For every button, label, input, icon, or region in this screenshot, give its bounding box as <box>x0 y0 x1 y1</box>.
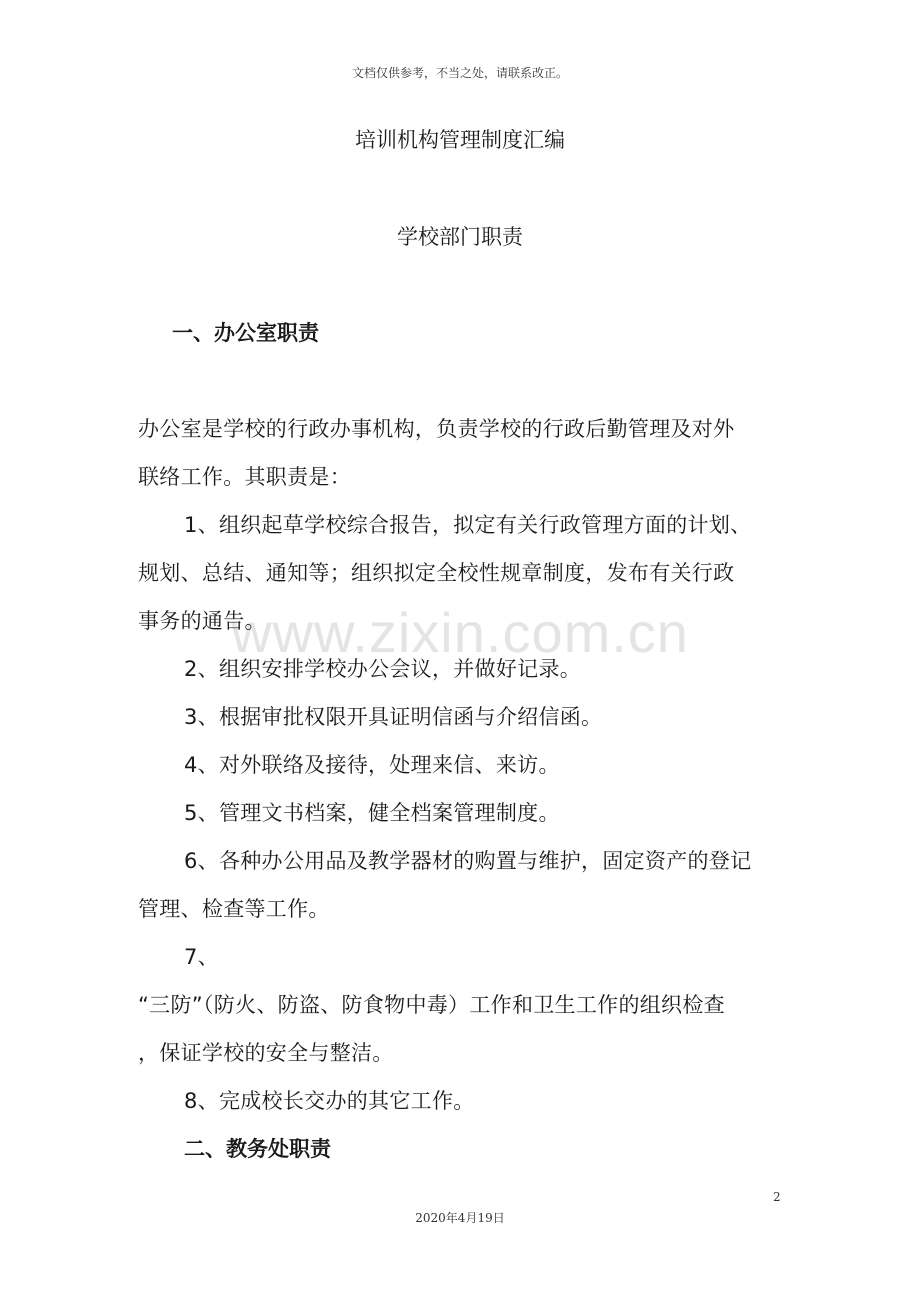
list-item-line: 4、对外联络及接待，处理来信、来访。 <box>184 753 560 777</box>
list-item-line: 管理、检查等工作。 <box>138 897 330 921</box>
list-item-line: 事务的通告。 <box>138 609 266 633</box>
list-item-line: 1、组织起草学校综合报告，拟定有关行政管理方面的计划、 <box>184 513 752 537</box>
footer-date: 2020年4月19日 <box>415 1211 505 1225</box>
page-number: 2 <box>773 1190 781 1204</box>
list-item-line: 3、根据审批权限开具证明信函与介绍信函。 <box>184 705 603 729</box>
list-item-line: 7、 <box>184 945 219 969</box>
list-item-line: ，保证学校的安全与整洁。 <box>138 1041 394 1065</box>
list-item-line: 2、组织安排学校办公会议，并做好记录。 <box>184 657 582 681</box>
list-item-line: 5、管理文书档案，健全档案管理制度。 <box>184 801 560 825</box>
section-heading-office: 一、办公室职责 <box>172 321 319 345</box>
document-title: 培训机构管理制度汇编 <box>355 128 565 152</box>
list-item-line: 6、各种办公用品及教学器材的购置与维护，固定资产的登记 <box>184 849 752 873</box>
list-item-line: 规划、总结、通知等；组织拟定全校性规章制度，发布有关行政 <box>138 561 735 585</box>
watermark: www.zixin.com.cn <box>231 601 689 664</box>
list-item-line: “三防”（防火、防盗、防食物中毒）工作和卫生工作的组织检查 <box>138 993 725 1017</box>
paragraph-line: 联络工作。其职责是： <box>138 465 351 489</box>
header-note: 文档仅供参考，不当之处，请联系改正。 <box>351 66 568 80</box>
list-item-line: 8、完成校长交办的其它工作。 <box>184 1089 475 1113</box>
section-heading-academic-affairs: 二、教务处职责 <box>184 1137 331 1161</box>
paragraph-line: 办公室是学校的行政办事机构，负责学校的行政后勤管理及对外 <box>138 417 735 441</box>
document-subtitle: 学校部门职责 <box>397 225 523 249</box>
